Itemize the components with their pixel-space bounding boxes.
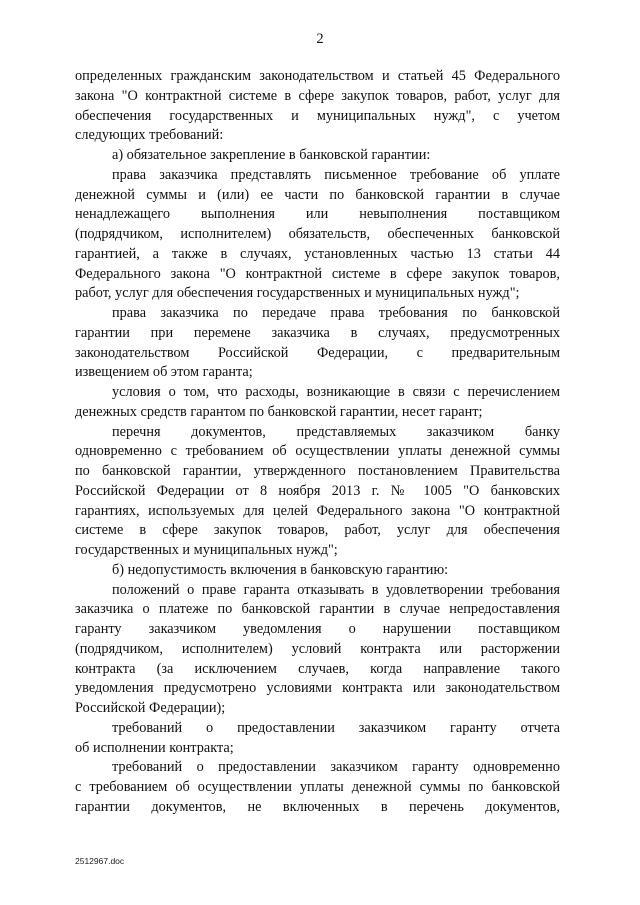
text-line: гарантии документов, не включенных в перечень документов, [75, 798, 560, 815]
text-line: (подрядчиком, исполнителем) обязательств, обеспеченных банковской [75, 226, 560, 242]
page-number: 2 [316, 31, 324, 47]
text-line: контракта (за исключением случаев, когда направление такого [75, 660, 560, 677]
text-line: гарантиях, используемых для целей Федерального закона "О контрактной [75, 502, 560, 519]
text-line: определенных гражданским законодательством и статьей 45 Федерального [75, 68, 560, 84]
text-line: об исполнении контракта; [75, 739, 234, 756]
text-line: извещением об этом гаранта; [75, 364, 253, 381]
text-line: законодательством Российской Федерации, с предварительным [75, 344, 560, 361]
text-line: уведомления предусмотрено условиями контракта или законодательством [75, 680, 560, 697]
text-line: Федерального закона "О контрактной системе в сфере закупок товаров, [75, 265, 560, 282]
text-line: Российской Федерации от 8 ноября 2013 г. № 1005 "О банковских [75, 482, 560, 499]
text-line: права заказчика представлять письменное требование об уплате [112, 166, 560, 183]
text-line: обеспечения государственных и муниципальных нужд", с учетом [75, 107, 560, 124]
text-line: Российской Федерации); [75, 700, 226, 716]
text-line: следующих требований: [75, 127, 224, 144]
text-line: требований о предоставлении заказчиком гаранту отчета [112, 719, 560, 736]
text-line: требований о предоставлении заказчиком гаранту одновременно [112, 759, 560, 776]
text-line: (подрядчиком, исполнителем) условий контракта или расторжении [75, 640, 560, 657]
document-body [75, 67, 560, 818]
text-line: гарантии при перемене заказчика в случаях, предусмотренных [75, 324, 560, 341]
text-line: перечня документов, представляемых заказчиком банку [112, 423, 560, 440]
text-line: положений о праве гаранта отказывать в удовлетворении требования [112, 581, 560, 598]
text-line: условия о том, что расходы, возникающие в связи с перечислением [112, 384, 560, 400]
text-line: работ, услуг для обеспечения государственных и муниципальных нужд"; [75, 285, 520, 302]
text-line: с требованием об осуществлении уплаты денежной суммы по банковской [75, 779, 560, 795]
text-line: системе в сфере закупок товаров, работ, услуг для обеспечения [75, 522, 560, 539]
text-line: а) обязательное закрепление в банковской гарантии: [112, 147, 431, 163]
text-line: права заказчика по передаче права требования по банковской [112, 305, 560, 321]
text-line: б) недопустимость включения в банковскую гарантию: [112, 561, 449, 578]
text-line: по банковской гарантии, утвержденного постановлением Правительства [75, 463, 560, 479]
text-line: гаранту заказчиком уведомления о нарушении поставщиком [75, 621, 560, 637]
text-line: денежных средств гарантом по банковской гарантии, несет гарант; [75, 403, 483, 420]
text-line: заказчика о платеже по банковской гарантии в случае непредоставления [75, 601, 560, 618]
text-line: ненадлежащего выполнения или невыполнения поставщиком [75, 206, 560, 223]
footer-filename: 2512967.doc [75, 856, 125, 866]
text-line: государственных и муниципальных нужд"; [75, 542, 338, 558]
text-line: одновременно с требованием об осуществлении уплаты денежной суммы [75, 443, 560, 460]
text-line: закона "О контрактной системе в сфере закупок товаров, работ, услуг для [75, 87, 560, 104]
text-line: гарантией, а также в случаях, установленных частью 13 статьи 44 [75, 245, 560, 262]
text-line: денежной суммы и (или) ее части по банковской гарантии в случае [75, 186, 560, 203]
